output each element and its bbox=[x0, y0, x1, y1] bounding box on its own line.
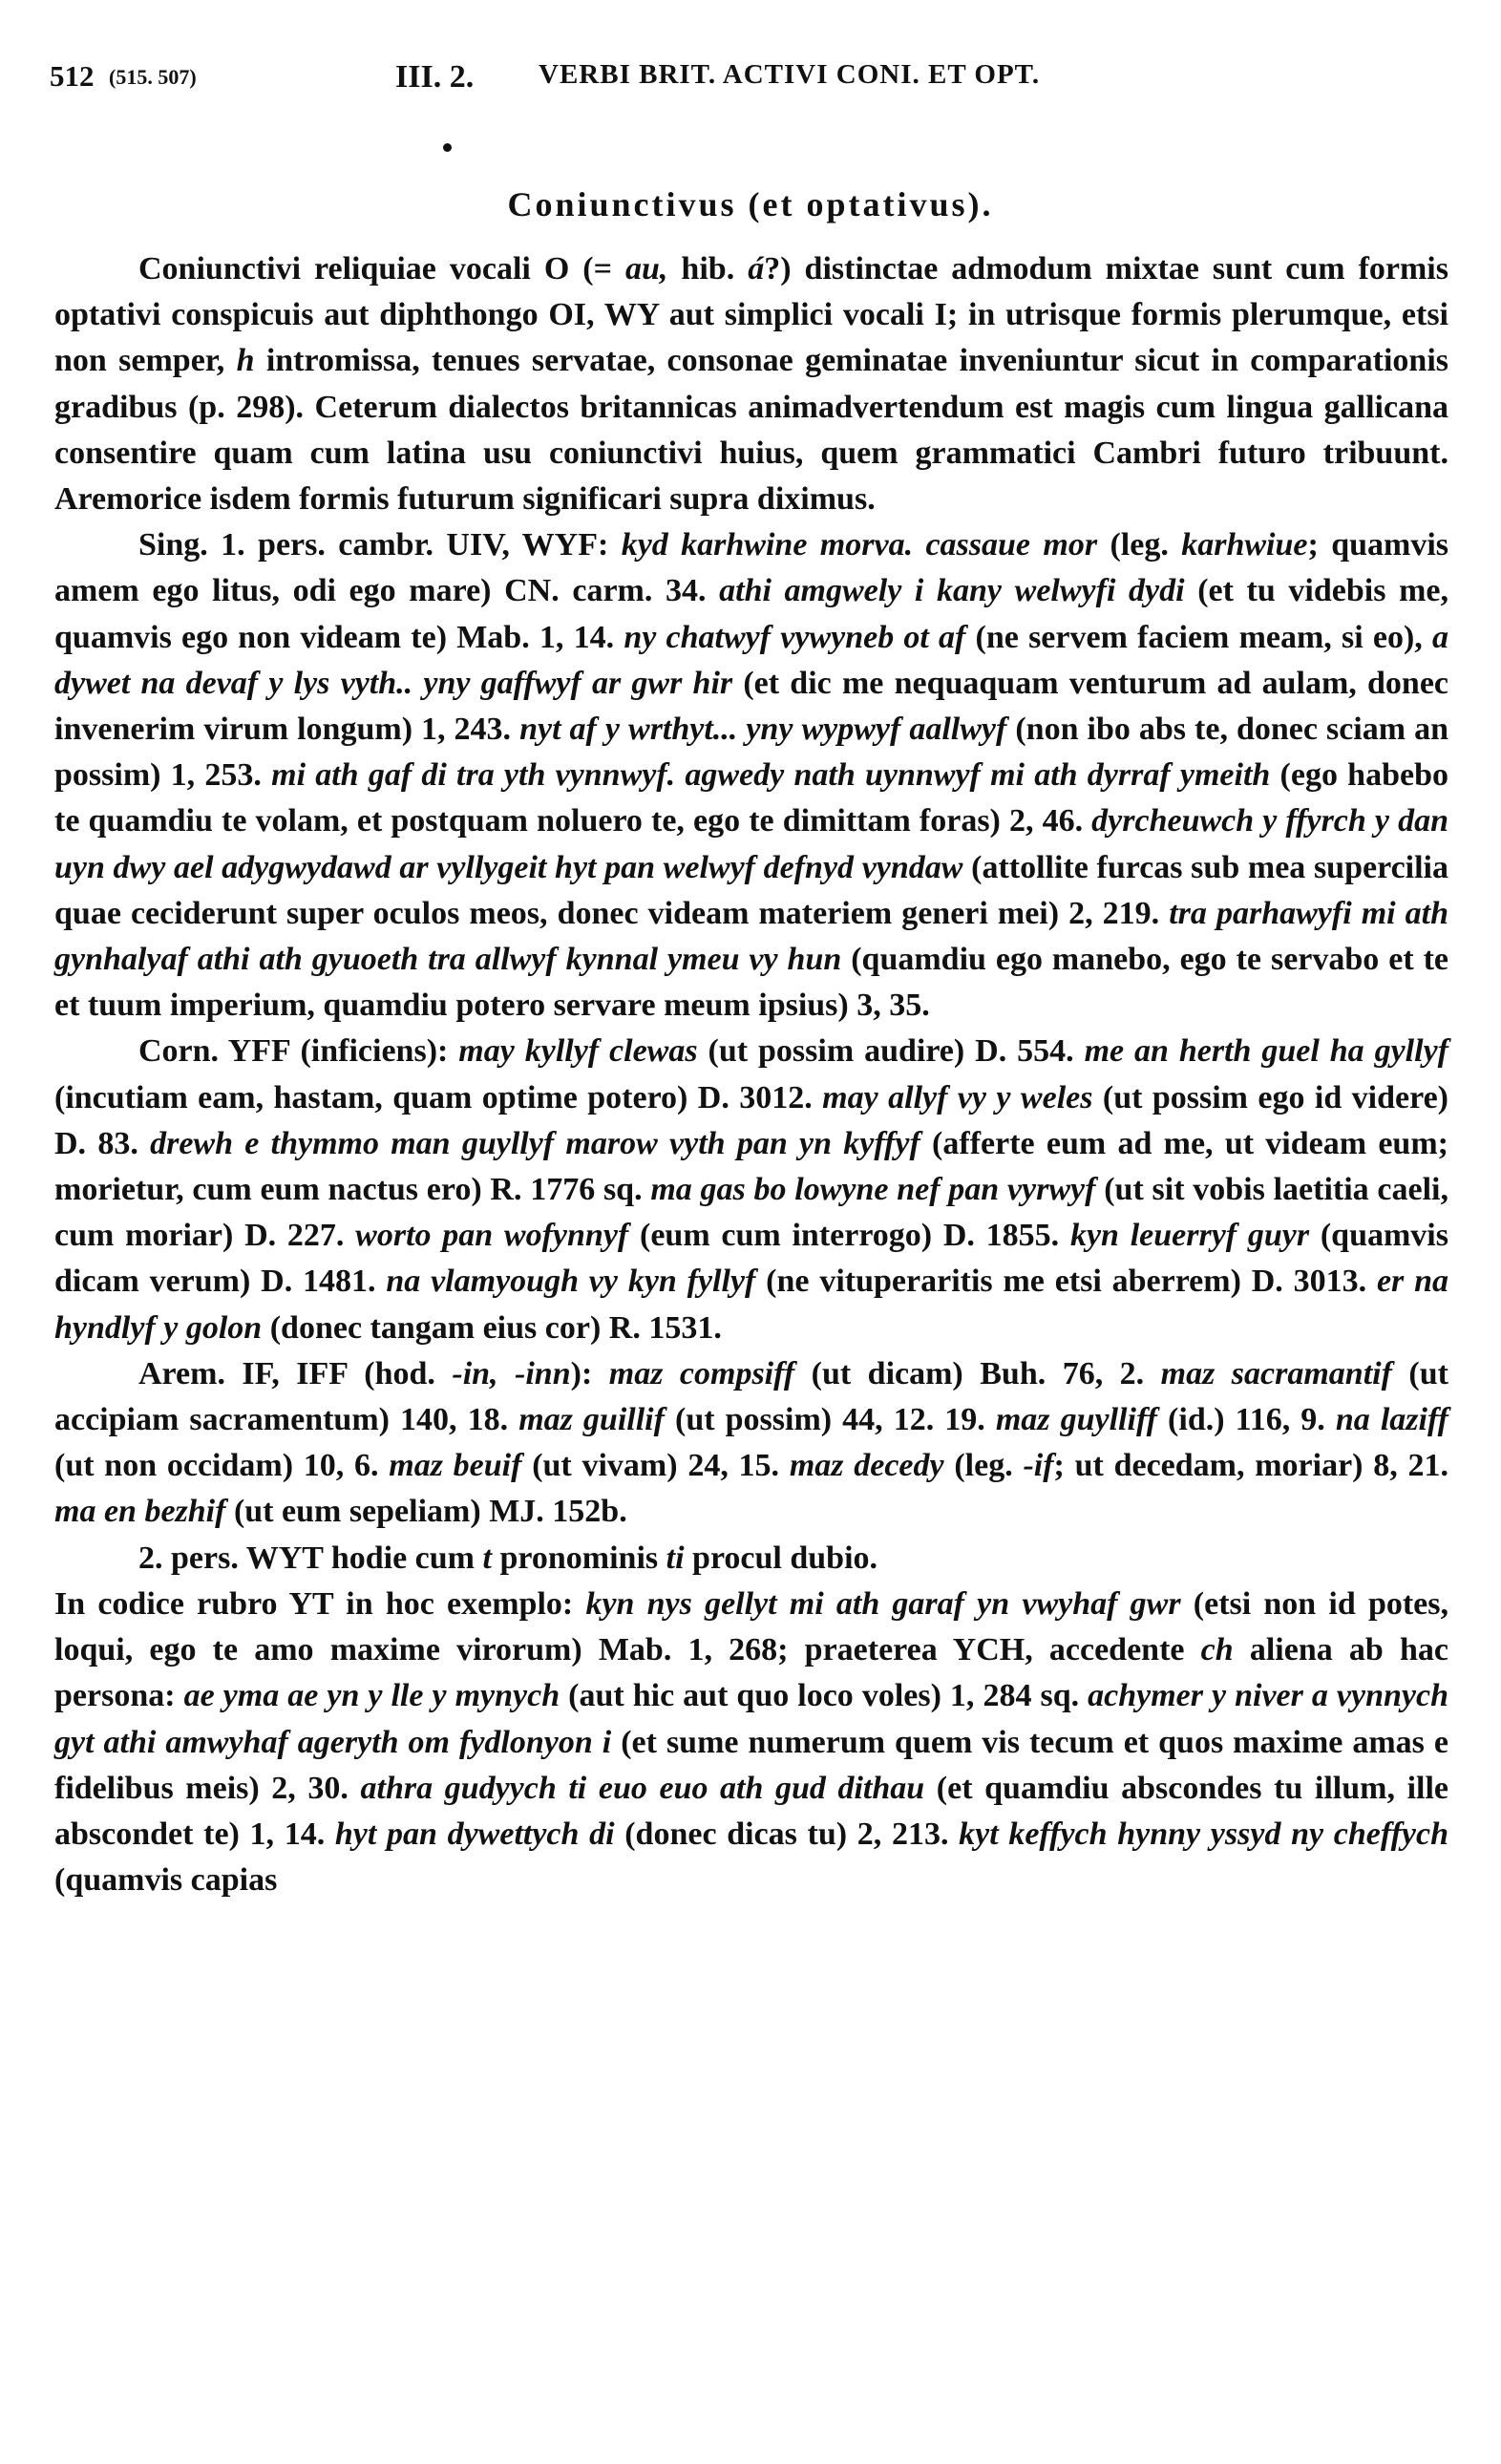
text-run: Arem. IF, IFF (hod. bbox=[138, 1355, 453, 1391]
italic-citation: maz guillif bbox=[518, 1402, 665, 1438]
italic-citation: -if bbox=[1023, 1448, 1054, 1484]
text-run: (incutiam eam, hastam, quam optime potero) D. 3012. bbox=[54, 1079, 823, 1115]
text-run: (donec dicas tu) 2, 213. bbox=[614, 1816, 960, 1852]
italic-citation: tra parhawyfi mi ath gynhalyaf athi ath gyuoeth tra allwyf kynnal ymeu vy hun bbox=[54, 895, 1449, 978]
italic-citation: maz decedy bbox=[789, 1448, 944, 1484]
italic-citation: drewh e thymmo man guyllyf marow vyth pan yn kyffyf bbox=[150, 1125, 920, 1161]
text-run: pronominis bbox=[491, 1540, 666, 1576]
paragraph-intro bbox=[54, 246, 1448, 522]
text-run: (donec tangam eius cor) R. 1531. bbox=[262, 1309, 722, 1346]
italic-citation: ti bbox=[666, 1540, 685, 1576]
text-run: 2. pers. WYT hodie cum bbox=[138, 1540, 483, 1576]
text-run: (et tu videbis me, quamvis ego non videam te) Mab. 1, 14. bbox=[54, 573, 1448, 655]
italic-citation: maz sacramantif bbox=[1160, 1355, 1392, 1391]
italic-citation: nyt af y wrthyt... yny wypwyf aallwyf bbox=[519, 712, 1007, 748]
italic-citation: dyrcheuwch y ffyrch y dan uyn dwy ael adygwydawd ar vyllygeit hyt pan welwyf defnyd vyndaw bbox=[54, 803, 1448, 885]
text-run: ): bbox=[570, 1355, 609, 1391]
italic-citation: may kyllyf clewas bbox=[458, 1033, 698, 1070]
paragraph-cornish bbox=[54, 1029, 1448, 1350]
paragraph-codex-rubrum bbox=[54, 1582, 1448, 1903]
italic-citation: ma gas bo lowyne nef pan vyrwyf bbox=[650, 1172, 1096, 1208]
text-run: (ut vivam) 24, 15. bbox=[521, 1448, 790, 1484]
text-run: Corn. YFF (inficiens): bbox=[138, 1033, 459, 1070]
italic-citation: maz guylliff bbox=[995, 1402, 1157, 1438]
italic-citation: ch bbox=[1200, 1632, 1234, 1668]
italic-citation: ma en bezhif bbox=[54, 1494, 226, 1530]
text-run: (eum cum interrogo) D. 1855. bbox=[628, 1218, 1070, 1254]
bullet-mark bbox=[443, 143, 452, 152]
text-run: (et dic me nequaquam venturum ad aulam, donec invenerim virum longum) 1, 243. bbox=[54, 665, 1448, 748]
running-title: VERBI BRIT. ACTIVI CONI. ET OPT. bbox=[539, 59, 1041, 90]
italic-citation: achymer y niver a vynnych gyt athi amwyhaf ageryth om fydlonyon i bbox=[54, 1678, 1449, 1760]
italic-citation: na laziff bbox=[1335, 1402, 1449, 1438]
text-run: (quamvis dicam verum) D. 1481. bbox=[54, 1218, 1448, 1300]
italic-citation: may allyf vy y weles bbox=[822, 1079, 1093, 1115]
text-run: (aut hic aut quo loco voles) 1, 284 sq. bbox=[560, 1678, 1089, 1714]
text-run: (ne vituperaritis me etsi aberrem) D. 3013. bbox=[755, 1264, 1377, 1300]
section-number: III. 2. bbox=[395, 59, 475, 95]
text-run: In codice rubro YT in hoc exemplo: bbox=[54, 1585, 586, 1622]
italic-citation: athra gudyych ti euo euo ath gud dithau bbox=[360, 1770, 925, 1806]
text-run: (ut eum sepeliam) MJ. 152b. bbox=[225, 1494, 627, 1530]
italic-citation: na vlamyough vy kyn fyllyf bbox=[386, 1264, 756, 1300]
italic-citation: me an herth guel ha gyllyf bbox=[1084, 1033, 1448, 1070]
italic-citation: kyn nys gellyt mi ath garaf yn vwyhaf gwr bbox=[585, 1585, 1181, 1622]
text-run: (ut non occidam) 10, 6. bbox=[54, 1448, 390, 1484]
italic-citation: athi amgwely i kany welwyfi dydi bbox=[719, 573, 1185, 609]
text-run: (quamdiu ego manebo, ego te servabo et te et tuum imperium, quamdiu potero servare meum ipsius) 3, 35. bbox=[54, 942, 1448, 1024]
italic-citation: ae yma ae yn y lle y mynych bbox=[183, 1678, 560, 1714]
text-run: ; ut decedam, moriar) 8, 21. bbox=[1053, 1448, 1448, 1484]
page-number: 512 bbox=[50, 59, 95, 93]
italic-citation: h bbox=[236, 343, 255, 379]
text-run: (et quamdiu abscondes tu illum, ille abscondet te) 1, 14. bbox=[54, 1770, 1449, 1852]
italic-citation: mi ath gaf di tra yth vynnwyf. agwedy nath uynnwyf mi ath dyrraf ymeith bbox=[271, 757, 1271, 794]
page-reference: (515. 507) bbox=[109, 65, 197, 89]
italic-citation: á bbox=[748, 251, 765, 287]
text-run: Coniunctivi reliquiae vocali O (= bbox=[138, 251, 625, 287]
text-run: (ut sit vobis laetitia caeli, cum moriar) D. 227. bbox=[54, 1172, 1448, 1254]
text-run: intromissa, tenues servatae, consonae geminatae inveniuntur sicut in comparationis gradibus (p. 298). Ceterum dialectos britannicas animadvertendum est magis cum lingua gallicana consentire quam cum latina usu coniunctivi huius, quem grammatici Cambri futuro tribuunt. Aremorice isdem formis futurum significari supra diximus. bbox=[54, 343, 1448, 518]
text-run: (non ibo abs te, donec sciam an possim) 1, 253. bbox=[54, 712, 1448, 794]
text-run: procul dubio. bbox=[684, 1540, 878, 1576]
text-run: aliena ab hac persona: bbox=[54, 1632, 1448, 1714]
italic-citation: -in, -inn bbox=[452, 1355, 571, 1391]
text-run: (ut accipiam sacramentum) 140, 18. bbox=[54, 1355, 1448, 1438]
text-run: hib. bbox=[667, 251, 749, 287]
text-run: (ut possim) 44, 12. 19. bbox=[664, 1402, 996, 1438]
text-run: Sing. 1. pers. cambr. UIV, WYF: bbox=[138, 527, 622, 563]
italic-citation: kyd karhwine morva. cassaue mor bbox=[621, 527, 1098, 563]
text-run: (ne servem faciem meam, si eo), bbox=[965, 619, 1432, 655]
italic-citation: er na hyndlyf y golon bbox=[54, 1264, 1448, 1346]
italic-citation: a dywet na devaf y lys vyth.. yny gaffwyf ar gwr hir bbox=[54, 619, 1448, 701]
italic-citation: kyn leuerryf guyr bbox=[1069, 1218, 1310, 1254]
italic-citation: kyt keffych hynny yssyd ny cheffych bbox=[959, 1816, 1448, 1852]
text-run: (ut dicam) Buh. 76, 2. bbox=[794, 1355, 1161, 1391]
text-run: (afferte eum ad me, ut videam eum; morietur, cum eum nactus ero) R. 1776 sq. bbox=[54, 1125, 1448, 1208]
italic-citation: karhwiue bbox=[1181, 527, 1308, 563]
text-run: (etsi non id potes, loqui, ego te amo maxime virorum) Mab. 1, 268; praeterea YCH, accedente bbox=[54, 1585, 1449, 1668]
section-title: Coniunctivus (et optativus). bbox=[507, 185, 994, 223]
body-text bbox=[54, 246, 1448, 1903]
running-header bbox=[50, 59, 1453, 113]
text-run: (leg. bbox=[1097, 527, 1182, 563]
text-run: (leg. bbox=[943, 1448, 1024, 1484]
italic-citation: hyt pan dywettych di bbox=[334, 1816, 615, 1852]
paragraph-singular-first-person bbox=[54, 522, 1448, 1029]
italic-citation: ny chatwyf vywyneb ot af bbox=[624, 619, 966, 655]
italic-citation: t bbox=[482, 1540, 492, 1576]
text-run: (ut possim audire) D. 554. bbox=[697, 1033, 1085, 1070]
text-run: (ut possim ego id videre) D. 83. bbox=[54, 1079, 1448, 1161]
paragraph-aremoric bbox=[54, 1351, 1448, 1536]
text-run: (ego habebo te quamdiu te volam, et postquam noluero te, ego te dimittam foras) 2, 46. bbox=[54, 757, 1448, 839]
text-run: (id.) 116, 9. bbox=[1156, 1402, 1336, 1438]
text-run: (quamvis capias bbox=[54, 1862, 278, 1899]
text-run: ; quamvis amem ego litus, odi ego mare) CN. carm. 34. bbox=[54, 527, 1449, 609]
text-run: (attollite furcas sub mea supercilia quae ceciderunt super oculos meos, donec videam materiem generi mei) 2, 219. bbox=[54, 849, 1448, 931]
italic-citation: worto pan wofynnyf bbox=[355, 1218, 629, 1254]
text-run: ?) distinctae admodum mixtae sunt cum formis optativi conspicuis aut diphthongo OI, WY aut simplici vocali I; in utrisque formis plerumque, etsi non semper, bbox=[54, 251, 1448, 379]
italic-citation: maz beuif bbox=[389, 1448, 522, 1484]
italic-citation: maz compsiff bbox=[608, 1355, 795, 1391]
text-run: (et sume numerum quem vis tecum et quos maxime amas e fidelibus meis) 2, 30. bbox=[54, 1724, 1448, 1806]
italic-citation: au, bbox=[625, 251, 668, 287]
paragraph-second-person bbox=[54, 1536, 1448, 1582]
